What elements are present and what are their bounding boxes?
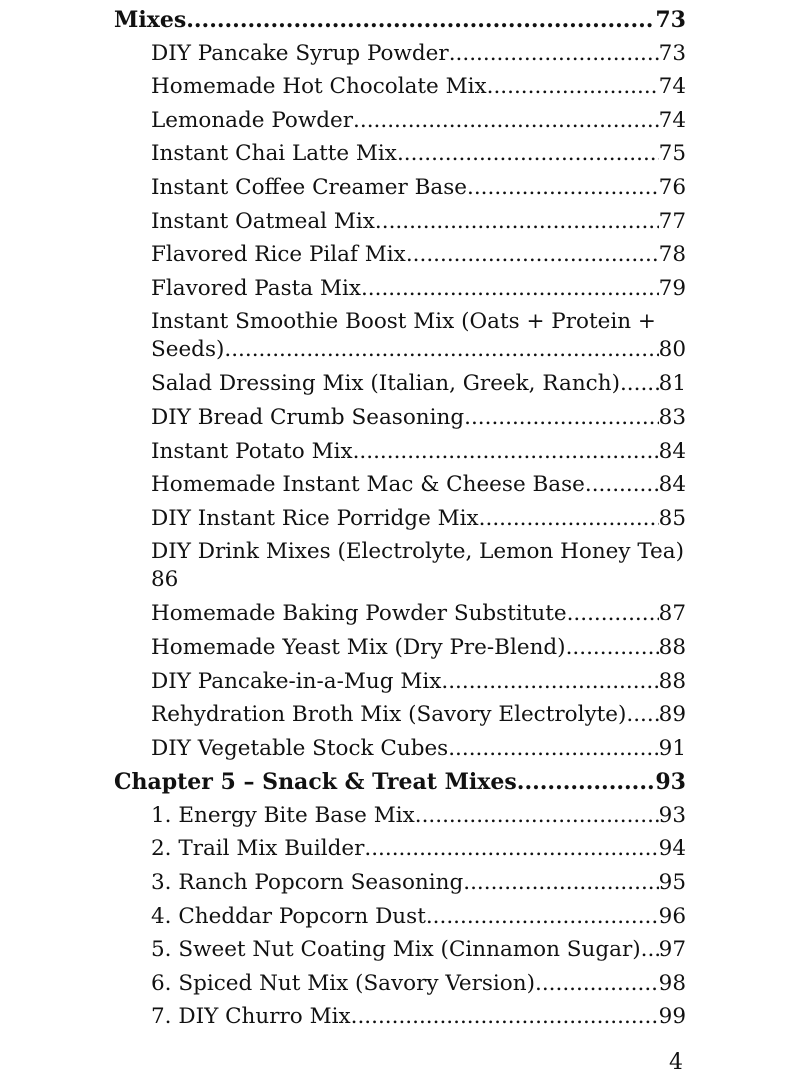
section-page: 73 (655, 6, 686, 33)
toc-entry[interactable] (114, 967, 686, 1001)
entry-page: 87 (658, 601, 686, 627)
page-number: 4 (669, 1050, 683, 1075)
entry-title: 5. Sweet Nut Coating Mix (Cinnamon Sugar) (151, 937, 641, 963)
entry-title: Salad Dressing Mix (Italian, Greek, Ranch) (151, 371, 620, 397)
entry-title: Rehydration Broth Mix (Savory Electrolyte) (151, 702, 627, 728)
dot-leader (620, 367, 659, 401)
toc-entry[interactable] (114, 502, 686, 536)
entry-page: 83 (658, 404, 686, 430)
toc-entry[interactable] (114, 631, 686, 665)
entry-page: 74 (658, 74, 686, 100)
dot-leader (406, 238, 659, 272)
entry-page: 94 (658, 836, 686, 862)
toc-entry[interactable] (114, 238, 686, 272)
entry-page: 85 (658, 505, 686, 531)
section-title: Mixes (114, 6, 187, 33)
section-heading-chapter-5[interactable] (114, 765, 686, 799)
dot-leader (535, 967, 659, 1001)
toc-entry[interactable] (114, 597, 686, 631)
entry-title: Lemonade Powder (151, 107, 354, 133)
entry-page: 86 (151, 567, 179, 593)
dot-leader (361, 272, 659, 306)
entry-title: 2. Trail Mix Builder (151, 836, 365, 862)
entry-title: DIY Bread Crumb Seasoning (151, 404, 465, 430)
entry-page: 89 (658, 702, 686, 728)
entry-title: Instant Coffee Creamer Base (151, 174, 467, 200)
dot-leader (353, 104, 659, 138)
dot-leader (415, 799, 659, 833)
entry-title-line1: Instant Smoothie Boost Mix (Oats + Protein + (151, 309, 656, 335)
dot-leader (397, 137, 659, 171)
dot-leader (441, 665, 658, 699)
entry-page: 93 (658, 802, 686, 828)
toc-entry[interactable] (114, 171, 686, 205)
entry-title: Instant Oatmeal Mix (151, 208, 375, 234)
toc-entry-wrapped[interactable] (114, 535, 686, 597)
entry-title: DIY Drink Mixes (Electrolyte, Lemon Honey Tea) (151, 539, 684, 565)
dot-leader (626, 698, 658, 732)
entry-page: 91 (658, 735, 686, 761)
entry-page: 84 (658, 472, 686, 498)
dot-leader (641, 933, 659, 967)
toc-entry-wrapped[interactable] (114, 305, 686, 367)
entry-page: 88 (658, 668, 686, 694)
dot-leader (479, 502, 659, 536)
entry-page: 88 (658, 634, 686, 660)
section-page: 93 (655, 768, 686, 795)
toc-entry[interactable] (114, 401, 686, 435)
entry-page: 96 (658, 903, 686, 929)
toc-entry[interactable] (114, 37, 686, 71)
toc-entry[interactable] (114, 1000, 686, 1034)
dot-leader (463, 866, 658, 900)
entry-title: 6. Spiced Nut Mix (Savory Version) (151, 970, 535, 996)
dot-leader (224, 336, 658, 364)
toc-entry[interactable] (114, 367, 686, 401)
entry-title: Instant Chai Latte Mix (151, 141, 397, 167)
section-heading-mixes[interactable] (114, 3, 686, 37)
entry-title: DIY Vegetable Stock Cubes (151, 735, 449, 761)
toc-entry[interactable] (114, 799, 686, 833)
entry-title-line2: Seeds) (151, 337, 225, 363)
entry-title: 3. Ranch Popcorn Seasoning (151, 870, 464, 896)
dot-leader (517, 766, 656, 799)
entry-title: Instant Potato Mix (151, 438, 353, 464)
toc-entry[interactable] (114, 665, 686, 699)
entry-page: 95 (658, 870, 686, 896)
dot-leader (567, 597, 659, 631)
toc-entry[interactable] (114, 104, 686, 138)
toc-entry[interactable] (114, 272, 686, 306)
entry-page: 78 (658, 242, 686, 268)
entry-page: 76 (658, 174, 686, 200)
entry-page: 77 (658, 208, 686, 234)
entry-page: 80 (658, 337, 686, 363)
toc-entry[interactable] (114, 435, 686, 469)
entry-title: Flavored Rice Pilaf Mix (151, 242, 406, 268)
entry-page: 79 (658, 275, 686, 301)
toc-entry[interactable] (114, 70, 686, 104)
entry-title: Homemade Hot Chocolate Mix (151, 74, 487, 100)
entry-page: 99 (658, 1004, 686, 1030)
dot-leader (364, 832, 658, 866)
entry-page: 97 (658, 937, 686, 963)
entry-title: 1. Energy Bite Base Mix (151, 802, 415, 828)
dot-leader (353, 435, 659, 469)
entry-title: DIY Pancake-in-a-Mug Mix (151, 668, 442, 694)
entry-title: 7. DIY Churro Mix (151, 1004, 351, 1030)
entry-title: Flavored Pasta Mix (151, 275, 361, 301)
entry-page: 73 (658, 40, 686, 66)
toc-entry[interactable] (114, 933, 686, 967)
dot-leader (487, 70, 659, 104)
entry-title: Homemade Yeast Mix (Dry Pre-Blend) (151, 634, 566, 660)
dot-leader (375, 205, 659, 239)
toc-entry[interactable] (114, 900, 686, 934)
toc-entry[interactable] (114, 468, 686, 502)
entry-title: 4. Cheddar Popcorn Dust (151, 903, 426, 929)
entry-page: 81 (658, 371, 686, 397)
dot-leader (464, 401, 659, 435)
entry-page: 74 (658, 107, 686, 133)
table-of-contents (114, 3, 686, 1034)
section-title: Chapter 5 – Snack & Treat Mixes (114, 768, 517, 795)
dot-leader (426, 900, 659, 934)
dot-leader (448, 732, 658, 766)
dot-leader (566, 631, 659, 665)
dot-leader (585, 468, 659, 502)
entry-continuation (151, 336, 686, 364)
toc-entry[interactable] (114, 832, 686, 866)
dot-leader (186, 4, 655, 37)
entry-title: DIY Pancake Syrup Powder (151, 40, 449, 66)
toc-entry[interactable] (114, 205, 686, 239)
dot-leader (449, 37, 659, 71)
entry-title: DIY Instant Rice Porridge Mix (151, 505, 479, 531)
entry-page: 98 (658, 970, 686, 996)
entry-title: Homemade Baking Powder Substitute (151, 601, 567, 627)
entry-title: Homemade Instant Mac & Cheese Base (151, 472, 585, 498)
toc-entry[interactable] (114, 866, 686, 900)
entry-page: 75 (658, 141, 686, 167)
entry-page: 84 (658, 438, 686, 464)
toc-entry[interactable] (114, 698, 686, 732)
toc-entry[interactable] (114, 732, 686, 766)
toc-entry[interactable] (114, 137, 686, 171)
dot-leader (351, 1000, 659, 1034)
dot-leader (467, 171, 659, 205)
